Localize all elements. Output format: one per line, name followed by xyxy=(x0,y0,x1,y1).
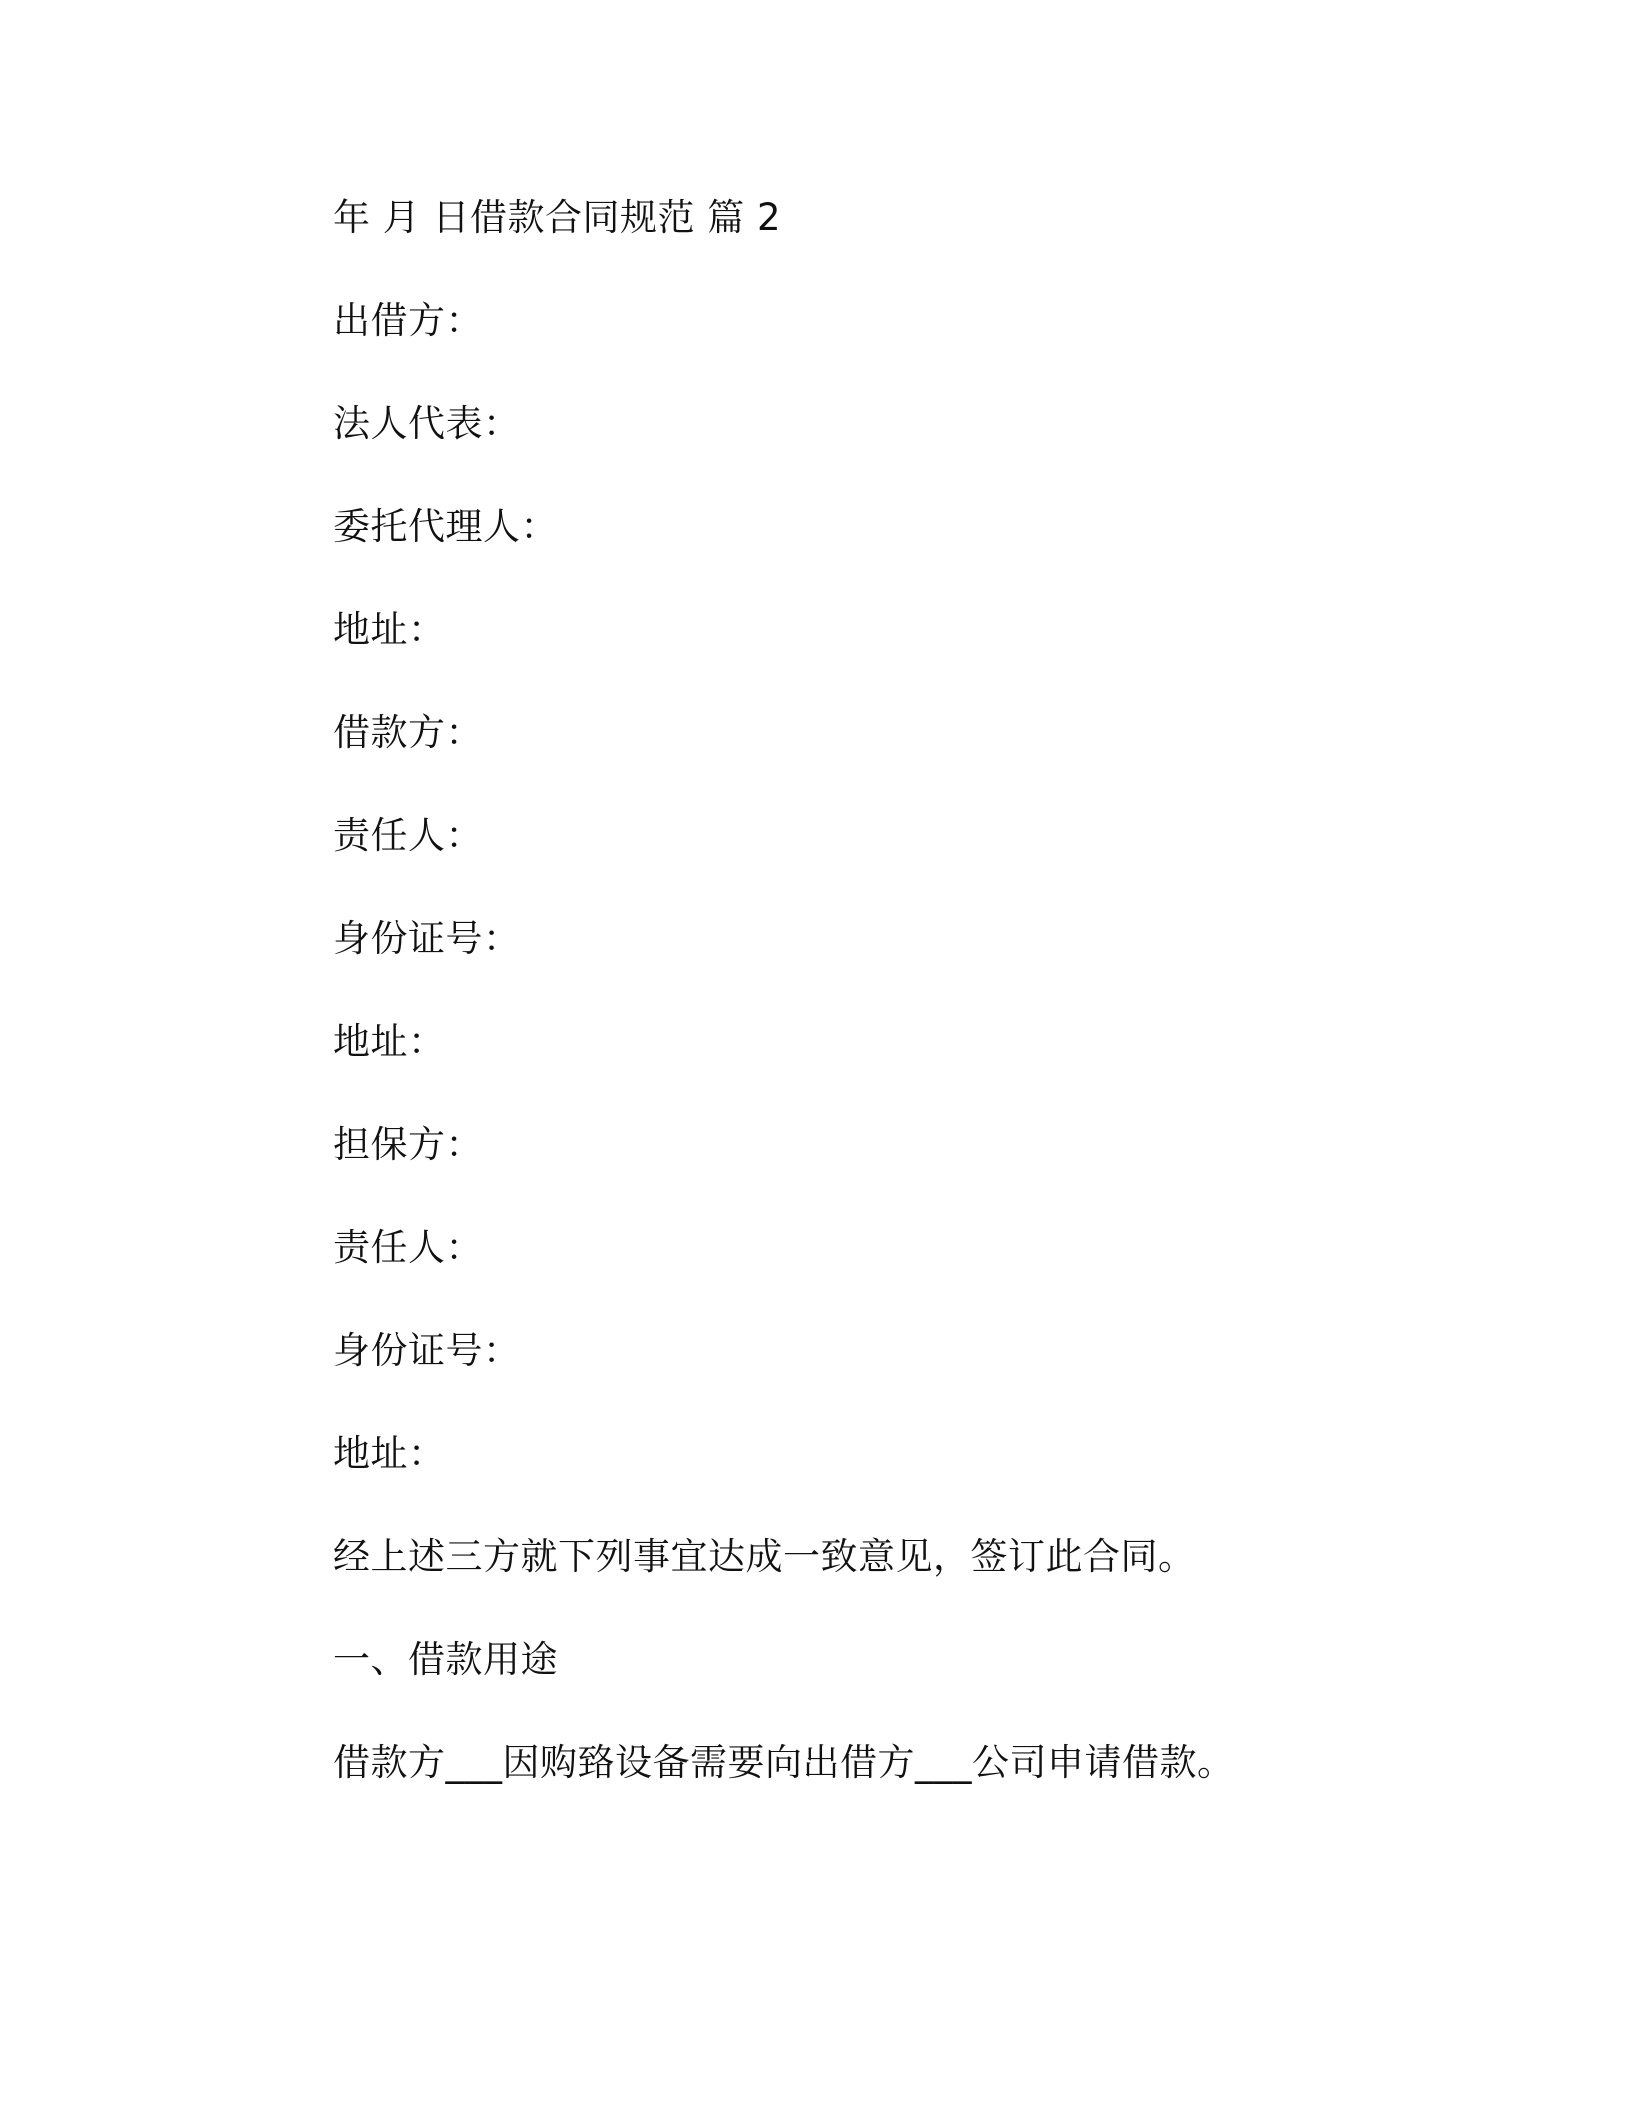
loan-purpose-text: 借款方___因购臵设备需要向出借方___公司申请借款。 xyxy=(333,1741,1235,1784)
section-heading-loan-purpose: 一、借款用途 xyxy=(333,1638,558,1681)
guarantor-address-label: 地址： xyxy=(333,1432,446,1475)
borrower-responsible-person-label: 责任人： xyxy=(333,814,483,857)
entrusted-agent-label: 委托代理人： xyxy=(333,505,558,548)
legal-representative-label: 法人代表： xyxy=(333,402,521,445)
guarantor-responsible-person-label: 责任人： xyxy=(333,1226,483,1269)
borrower-address-label: 地址： xyxy=(333,1020,446,1063)
lender-address-label: 地址： xyxy=(333,608,446,651)
lender-label: 出借方： xyxy=(333,299,483,342)
guarantor-label: 担保方： xyxy=(333,1123,483,1166)
borrower-label: 借款方： xyxy=(333,711,483,754)
document-heading: 年 月 日借款合同规范 篇 2 xyxy=(333,196,782,239)
guarantor-id-number-label: 身份证号： xyxy=(333,1329,521,1372)
borrower-id-number-label: 身份证号： xyxy=(333,917,521,960)
agreement-statement: 经上述三方就下列事宜达成一致意见，签订此合同。 xyxy=(333,1535,1196,1578)
